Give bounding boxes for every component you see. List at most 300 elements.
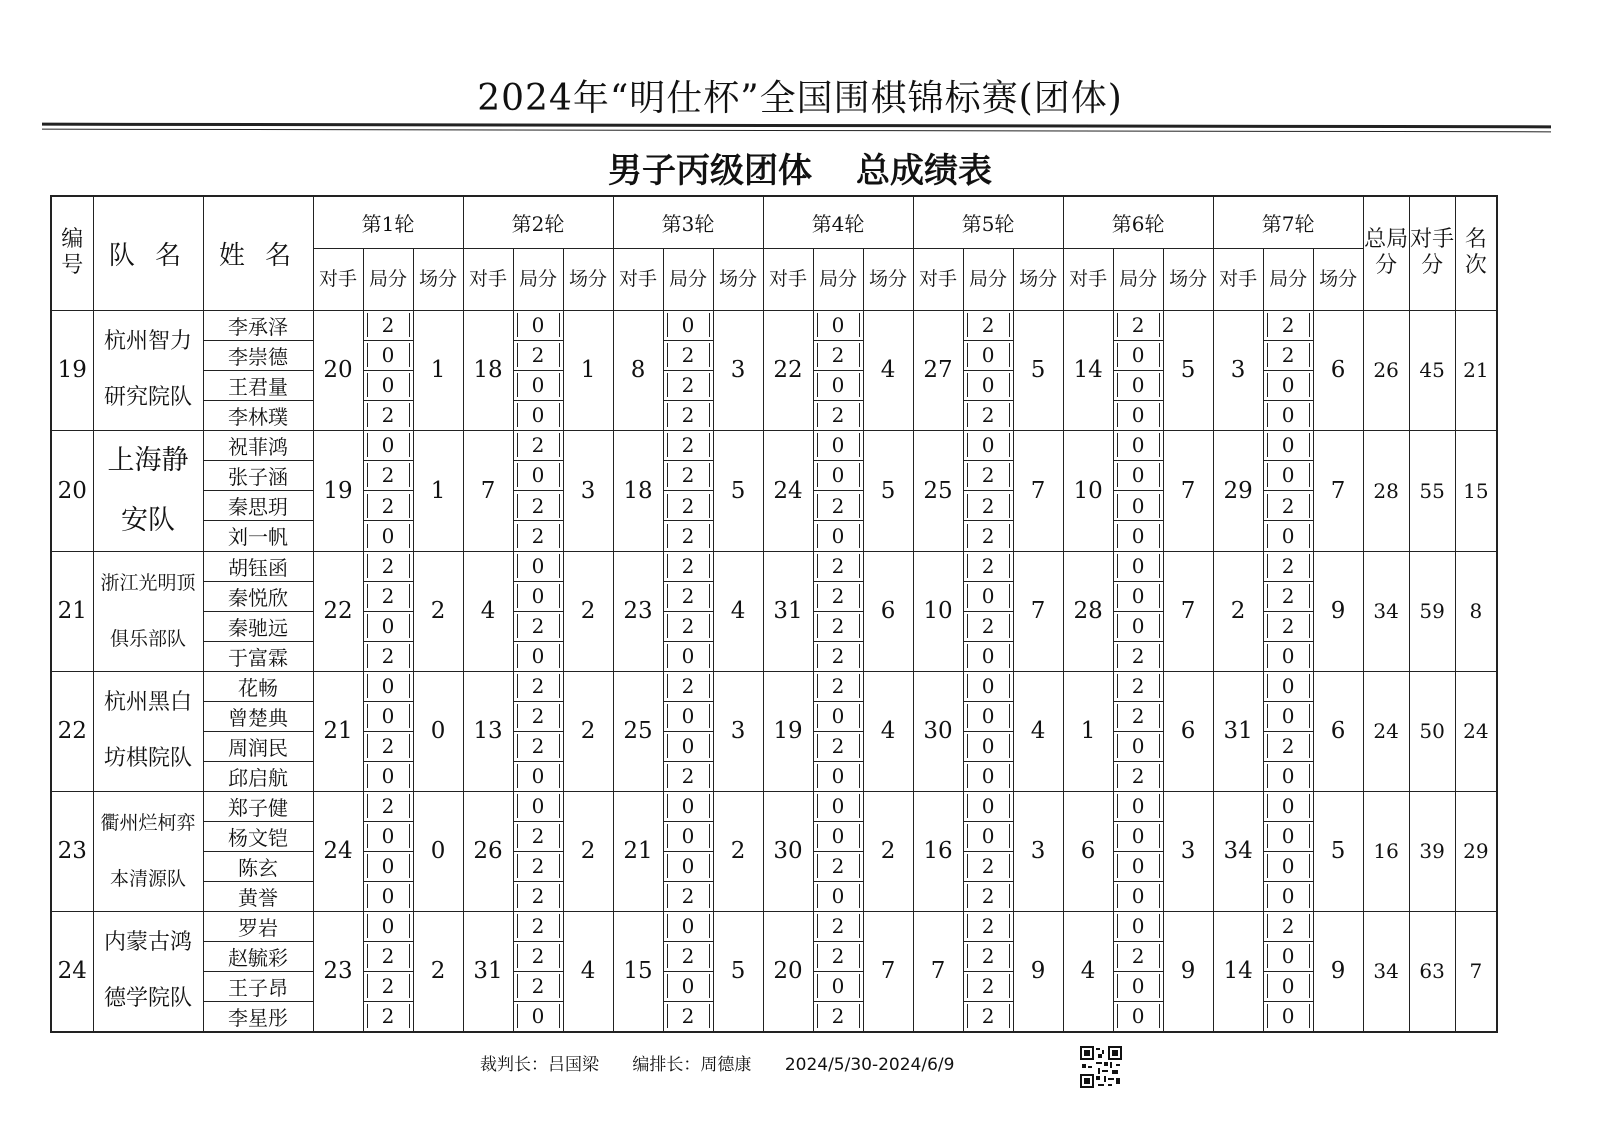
game-point-value: 2 — [367, 584, 410, 608]
player-name: 秦悦欣 — [203, 581, 313, 611]
team-number: 23 — [51, 791, 93, 911]
round-2-match-points: 4 — [563, 911, 613, 1032]
team-number: 22 — [51, 671, 93, 791]
round-7-game-point — [1263, 941, 1313, 971]
game-point-value: 2 — [667, 403, 710, 427]
header-match-points-r2: 场分 — [563, 248, 613, 310]
round-7-game-point — [1263, 460, 1313, 490]
team-name-line1: 内蒙古鸿 — [103, 930, 192, 955]
game-point-value: 2 — [517, 524, 560, 548]
game-point-value: 0 — [667, 794, 710, 818]
round-7-opponent: 3 — [1213, 310, 1263, 430]
round-2-opponent: 31 — [463, 911, 513, 1032]
game-point-value: 2 — [367, 494, 410, 518]
player-name: 胡钰函 — [203, 551, 313, 581]
round-1-game-point — [363, 430, 413, 460]
team-name-line2: 研究院队 — [103, 385, 192, 410]
team-name-line2: 安队 — [121, 504, 175, 536]
game-point-value: 0 — [667, 704, 710, 728]
game-point-value: 2 — [517, 494, 560, 518]
round-3-game-point — [663, 851, 713, 881]
header-match-points-r6: 场分 — [1163, 248, 1213, 310]
round-7-game-point — [1263, 1001, 1313, 1032]
round-6-game-point — [1113, 491, 1163, 521]
game-point-value: 2 — [517, 854, 560, 878]
round-6-match-points: 9 — [1163, 911, 1213, 1032]
round-3-game-point — [663, 641, 713, 671]
game-point-value: 2 — [517, 884, 560, 908]
round-1-game-point — [363, 1001, 413, 1032]
round-5-match-points: 7 — [1013, 430, 1063, 551]
event-dates: 2024/5/30-2024/6/9 — [784, 1055, 955, 1075]
game-point-value: 2 — [967, 494, 1010, 518]
game-point-value: 2 — [1267, 584, 1310, 608]
game-point-value: 0 — [1117, 824, 1160, 848]
round-6-game-point — [1113, 400, 1163, 430]
game-point-value: 0 — [967, 644, 1010, 668]
round-5-game-point — [963, 911, 1013, 941]
round-1-game-point — [363, 400, 413, 430]
player-name: 陈玄 — [203, 851, 313, 881]
game-point-value: 2 — [1117, 644, 1160, 668]
round-3-game-point — [663, 340, 713, 370]
header-opp-r5: 对手 — [913, 248, 963, 310]
game-point-value: 2 — [967, 974, 1010, 998]
game-point-value: 2 — [817, 854, 860, 878]
round-4-match-points: 6 — [863, 551, 913, 671]
game-point-value: 0 — [967, 764, 1010, 788]
player-name: 于富霖 — [203, 641, 313, 671]
round-5-game-point — [963, 851, 1013, 881]
team-name-line1: 上海静 — [107, 444, 189, 476]
round-6-game-point — [1113, 611, 1163, 641]
header-game-points-r4: 局分 — [813, 248, 863, 310]
round-5-match-points: 7 — [1013, 551, 1063, 671]
game-point-value: 2 — [967, 524, 1010, 548]
game-point-value: 0 — [367, 614, 410, 638]
rank: 24 — [1455, 671, 1497, 791]
round-4-match-points: 4 — [863, 671, 913, 791]
round-4-opponent: 20 — [763, 911, 813, 1032]
team-number: 21 — [51, 551, 93, 671]
game-point-value: 2 — [967, 944, 1010, 968]
qr-code-icon — [1080, 1046, 1122, 1088]
round-3-game-point — [663, 310, 713, 340]
round-1-game-point — [363, 911, 413, 941]
round-3-opponent: 8 — [613, 310, 663, 430]
header-opp-r1: 对手 — [313, 248, 363, 310]
game-point-value: 2 — [517, 974, 560, 998]
round-7-game-point — [1263, 491, 1313, 521]
game-point-value: 0 — [817, 313, 860, 337]
game-point-value: 0 — [1267, 854, 1310, 878]
round-1-game-point — [363, 460, 413, 490]
round-7-game-point — [1263, 340, 1313, 370]
game-point-value: 2 — [817, 1004, 860, 1028]
round-6-game-point — [1113, 881, 1163, 911]
round-1-game-point — [363, 851, 413, 881]
round-2-game-point — [513, 671, 563, 701]
round-4-game-point — [813, 941, 863, 971]
game-point-value: 0 — [367, 854, 410, 878]
game-point-value: 0 — [967, 674, 1010, 698]
round-2-game-point — [513, 971, 563, 1001]
game-point-value: 2 — [517, 944, 560, 968]
round-1-game-point — [363, 881, 413, 911]
round-2-game-point — [513, 521, 563, 551]
round-3-match-points: 3 — [713, 310, 763, 430]
round-5-game-point — [963, 701, 1013, 731]
round-6-game-point — [1113, 701, 1163, 731]
round-2-opponent: 13 — [463, 671, 513, 791]
round-2-game-point — [513, 941, 563, 971]
round-5-opponent: 27 — [913, 310, 963, 430]
game-point-value: 2 — [367, 554, 410, 578]
team-name-line1: 浙江光明顶 — [100, 572, 196, 594]
team-name — [93, 551, 203, 671]
game-point-value: 2 — [367, 463, 410, 487]
header-game-points-r3: 局分 — [663, 248, 713, 310]
game-point-value: 2 — [517, 734, 560, 758]
subtitle-table-kind: 总成绩表 — [856, 151, 992, 191]
game-point-value: 2 — [667, 373, 710, 397]
game-point-value: 2 — [667, 433, 710, 457]
round-3-game-point — [663, 581, 713, 611]
round-2-game-point — [513, 821, 563, 851]
opponent-points: 50 — [1409, 671, 1455, 791]
game-point-value: 0 — [367, 433, 410, 457]
game-point-value: 2 — [967, 313, 1010, 337]
game-point-value: 0 — [1267, 974, 1310, 998]
game-point-value: 0 — [1117, 524, 1160, 548]
header-no — [51, 196, 93, 310]
game-point-value: 0 — [667, 854, 710, 878]
player-row — [51, 671, 1497, 701]
game-point-value: 0 — [367, 343, 410, 367]
chief-referee: 裁判长：吕国梁 — [480, 1055, 599, 1075]
round-5-match-points: 3 — [1013, 791, 1063, 911]
round-2-match-points: 2 — [563, 551, 613, 671]
round-7-game-point — [1263, 551, 1313, 581]
game-point-value: 0 — [1267, 1004, 1310, 1028]
player-row — [51, 551, 1497, 581]
game-point-value: 2 — [1267, 734, 1310, 758]
game-point-value: 2 — [817, 914, 860, 938]
round-4-game-point — [813, 370, 863, 400]
game-point-value: 2 — [1117, 674, 1160, 698]
header-game-points-r1: 局分 — [363, 248, 413, 310]
round-2-game-point — [513, 460, 563, 490]
round-7-match-points: 5 — [1313, 791, 1363, 911]
game-point-value: 2 — [667, 944, 710, 968]
round-6-game-point — [1113, 911, 1163, 941]
header-rank: 名次 — [1455, 196, 1497, 310]
round-7-opponent: 14 — [1213, 911, 1263, 1032]
header-game-points-r7: 局分 — [1263, 248, 1313, 310]
player-name: 秦思玥 — [203, 491, 313, 521]
round-1-game-point — [363, 310, 413, 340]
game-point-value: 2 — [967, 554, 1010, 578]
game-point-value: 0 — [517, 1004, 560, 1028]
team-name-line1: 杭州黑白 — [103, 690, 192, 715]
round-7-match-points: 6 — [1313, 310, 1363, 430]
game-point-value: 0 — [967, 824, 1010, 848]
header-round-7: 第7轮 — [1213, 196, 1363, 248]
player-row — [51, 911, 1497, 941]
round-6-match-points: 6 — [1163, 671, 1213, 791]
round-1-opponent: 19 — [313, 430, 363, 551]
round-6-match-points: 5 — [1163, 310, 1213, 430]
round-7-opponent: 31 — [1213, 671, 1263, 791]
player-name: 罗岩 — [203, 911, 313, 941]
round-3-game-point — [663, 761, 713, 791]
opponent-points: 39 — [1409, 791, 1455, 911]
player-name: 张子涵 — [203, 460, 313, 490]
rank: 21 — [1455, 310, 1497, 430]
game-point-value: 2 — [517, 343, 560, 367]
round-1-game-point — [363, 370, 413, 400]
game-point-value: 0 — [517, 584, 560, 608]
game-point-value: 0 — [517, 463, 560, 487]
round-1-game-point — [363, 671, 413, 701]
player-row — [51, 430, 1497, 460]
round-1-game-point — [363, 340, 413, 370]
player-name: 李林璞 — [203, 400, 313, 430]
round-6-game-point — [1113, 521, 1163, 551]
round-6-game-point — [1113, 791, 1163, 821]
round-3-game-point — [663, 521, 713, 551]
round-6-opponent: 6 — [1063, 791, 1113, 911]
game-point-value: 2 — [1267, 554, 1310, 578]
game-point-value: 2 — [367, 944, 410, 968]
round-4-game-point — [813, 491, 863, 521]
round-7-game-point — [1263, 310, 1313, 340]
round-2-game-point — [513, 551, 563, 581]
round-5-game-point — [963, 971, 1013, 1001]
round-5-game-point — [963, 521, 1013, 551]
game-point-value: 2 — [667, 674, 710, 698]
round-3-match-points: 4 — [713, 551, 763, 671]
game-point-value: 0 — [1117, 884, 1160, 908]
game-point-value: 2 — [817, 403, 860, 427]
game-point-value: 0 — [817, 794, 860, 818]
round-2-game-point — [513, 310, 563, 340]
round-4-match-points: 7 — [863, 911, 913, 1032]
round-5-opponent: 7 — [913, 911, 963, 1032]
game-point-value: 0 — [967, 794, 1010, 818]
player-name: 曾楚典 — [203, 701, 313, 731]
round-3-game-point — [663, 881, 713, 911]
round-7-game-point — [1263, 881, 1313, 911]
game-point-value: 2 — [667, 764, 710, 788]
header-total: 总局分 — [1363, 196, 1409, 310]
round-6-game-point — [1113, 731, 1163, 761]
round-3-match-points: 5 — [713, 911, 763, 1032]
round-1-match-points: 0 — [413, 671, 463, 791]
round-5-opponent: 30 — [913, 671, 963, 791]
round-6-game-point — [1113, 430, 1163, 460]
game-point-value: 0 — [1267, 764, 1310, 788]
round-4-game-point — [813, 400, 863, 430]
game-point-value: 0 — [817, 373, 860, 397]
game-point-value: 0 — [517, 764, 560, 788]
round-4-game-point — [813, 340, 863, 370]
round-2-game-point — [513, 911, 563, 941]
game-point-value: 0 — [1267, 433, 1310, 457]
round-5-game-point — [963, 1001, 1013, 1032]
round-6-opponent: 4 — [1063, 911, 1113, 1032]
game-point-value: 0 — [1117, 463, 1160, 487]
header-round-4: 第4轮 — [763, 196, 913, 248]
round-2-game-point — [513, 430, 563, 460]
round-1-opponent: 22 — [313, 551, 363, 671]
round-6-game-point — [1113, 851, 1163, 881]
header-no-label: 编号 — [61, 227, 84, 279]
game-point-value: 2 — [817, 494, 860, 518]
team-number: 24 — [51, 911, 93, 1032]
header-opp-r4: 对手 — [763, 248, 813, 310]
game-point-value: 2 — [517, 433, 560, 457]
game-point-value: 0 — [967, 343, 1010, 367]
rank: 8 — [1455, 551, 1497, 671]
round-3-game-point — [663, 611, 713, 641]
round-3-game-point — [663, 731, 713, 761]
player-name: 李承泽 — [203, 310, 313, 340]
game-point-value: 2 — [967, 403, 1010, 427]
round-7-opponent: 29 — [1213, 430, 1263, 551]
round-6-match-points: 7 — [1163, 430, 1213, 551]
header-opp-r3: 对手 — [613, 248, 663, 310]
game-point-value: 0 — [1267, 704, 1310, 728]
round-4-game-point — [813, 521, 863, 551]
game-point-value: 2 — [967, 854, 1010, 878]
round-1-game-point — [363, 611, 413, 641]
game-point-value: 0 — [667, 914, 710, 938]
round-3-opponent: 18 — [613, 430, 663, 551]
player-name: 赵毓彩 — [203, 941, 313, 971]
round-3-game-point — [663, 400, 713, 430]
round-3-match-points: 3 — [713, 671, 763, 791]
game-point-value: 2 — [517, 614, 560, 638]
total-game-points: 26 — [1363, 310, 1409, 430]
round-4-game-point — [813, 581, 863, 611]
header-round-2: 第2轮 — [463, 196, 613, 248]
game-point-value: 2 — [367, 974, 410, 998]
game-point-value: 2 — [367, 1004, 410, 1028]
header-game-points-r2: 局分 — [513, 248, 563, 310]
game-point-value: 2 — [1117, 764, 1160, 788]
game-point-value: 0 — [817, 974, 860, 998]
game-point-value: 2 — [667, 524, 710, 548]
round-1-game-point — [363, 731, 413, 761]
round-7-game-point — [1263, 521, 1313, 551]
opponent-points: 59 — [1409, 551, 1455, 671]
game-point-value: 2 — [367, 644, 410, 668]
round-2-game-point — [513, 370, 563, 400]
title-rule-thin — [42, 129, 1551, 133]
round-3-game-point — [663, 941, 713, 971]
player-name: 李星彤 — [203, 1001, 313, 1032]
round-1-game-point — [363, 941, 413, 971]
header-game-points-r6: 局分 — [1113, 248, 1163, 310]
round-5-opponent: 25 — [913, 430, 963, 551]
game-point-value: 2 — [967, 463, 1010, 487]
opponent-points: 63 — [1409, 911, 1455, 1032]
round-5-game-point — [963, 671, 1013, 701]
game-point-value: 0 — [367, 674, 410, 698]
game-point-value: 2 — [667, 463, 710, 487]
round-3-game-point — [663, 971, 713, 1001]
round-4-opponent: 31 — [763, 551, 813, 671]
round-3-match-points: 5 — [713, 430, 763, 551]
round-5-match-points: 4 — [1013, 671, 1063, 791]
round-3-opponent: 23 — [613, 551, 663, 671]
round-1-opponent: 23 — [313, 911, 363, 1032]
round-2-game-point — [513, 881, 563, 911]
round-7-match-points: 7 — [1313, 430, 1363, 551]
round-2-game-point — [513, 491, 563, 521]
round-1-opponent: 21 — [313, 671, 363, 791]
game-point-value: 0 — [367, 524, 410, 548]
round-5-game-point — [963, 430, 1013, 460]
round-1-match-points: 0 — [413, 791, 463, 911]
header-opp-points: 对手分 — [1409, 196, 1455, 310]
round-2-game-point — [513, 761, 563, 791]
game-point-value: 0 — [517, 794, 560, 818]
game-point-value: 0 — [1267, 944, 1310, 968]
game-point-value: 2 — [967, 884, 1010, 908]
total-game-points: 16 — [1363, 791, 1409, 911]
game-point-value: 2 — [517, 704, 560, 728]
round-4-game-point — [813, 310, 863, 340]
round-1-game-point — [363, 641, 413, 671]
round-1-game-point — [363, 971, 413, 1001]
round-1-game-point — [363, 491, 413, 521]
round-5-game-point — [963, 641, 1013, 671]
game-point-value: 2 — [667, 494, 710, 518]
round-5-game-point — [963, 611, 1013, 641]
round-3-game-point — [663, 491, 713, 521]
round-6-game-point — [1113, 821, 1163, 851]
round-7-game-point — [1263, 581, 1313, 611]
game-point-value: 2 — [817, 614, 860, 638]
team-name-line2: 坊棋院队 — [103, 746, 192, 771]
player-name: 杨文铠 — [203, 821, 313, 851]
round-6-opponent: 10 — [1063, 430, 1113, 551]
header-round-3: 第3轮 — [613, 196, 763, 248]
round-4-match-points: 4 — [863, 310, 913, 430]
round-2-opponent: 7 — [463, 430, 513, 551]
game-point-value: 2 — [667, 1004, 710, 1028]
round-5-game-point — [963, 551, 1013, 581]
game-point-value: 2 — [667, 884, 710, 908]
round-4-game-point — [813, 460, 863, 490]
game-point-value: 0 — [367, 764, 410, 788]
header-team: 队 名 — [93, 196, 203, 310]
game-point-value: 2 — [817, 734, 860, 758]
round-7-game-point — [1263, 701, 1313, 731]
table-subtitle — [0, 143, 1600, 192]
round-6-game-point — [1113, 581, 1163, 611]
round-1-match-points: 2 — [413, 551, 463, 671]
game-point-value: 2 — [367, 313, 410, 337]
game-point-value: 2 — [1117, 944, 1160, 968]
round-2-opponent: 26 — [463, 791, 513, 911]
header-match-points-r3: 场分 — [713, 248, 763, 310]
game-point-value: 0 — [817, 764, 860, 788]
game-point-value: 0 — [1267, 524, 1310, 548]
header-round-5: 第5轮 — [913, 196, 1063, 248]
